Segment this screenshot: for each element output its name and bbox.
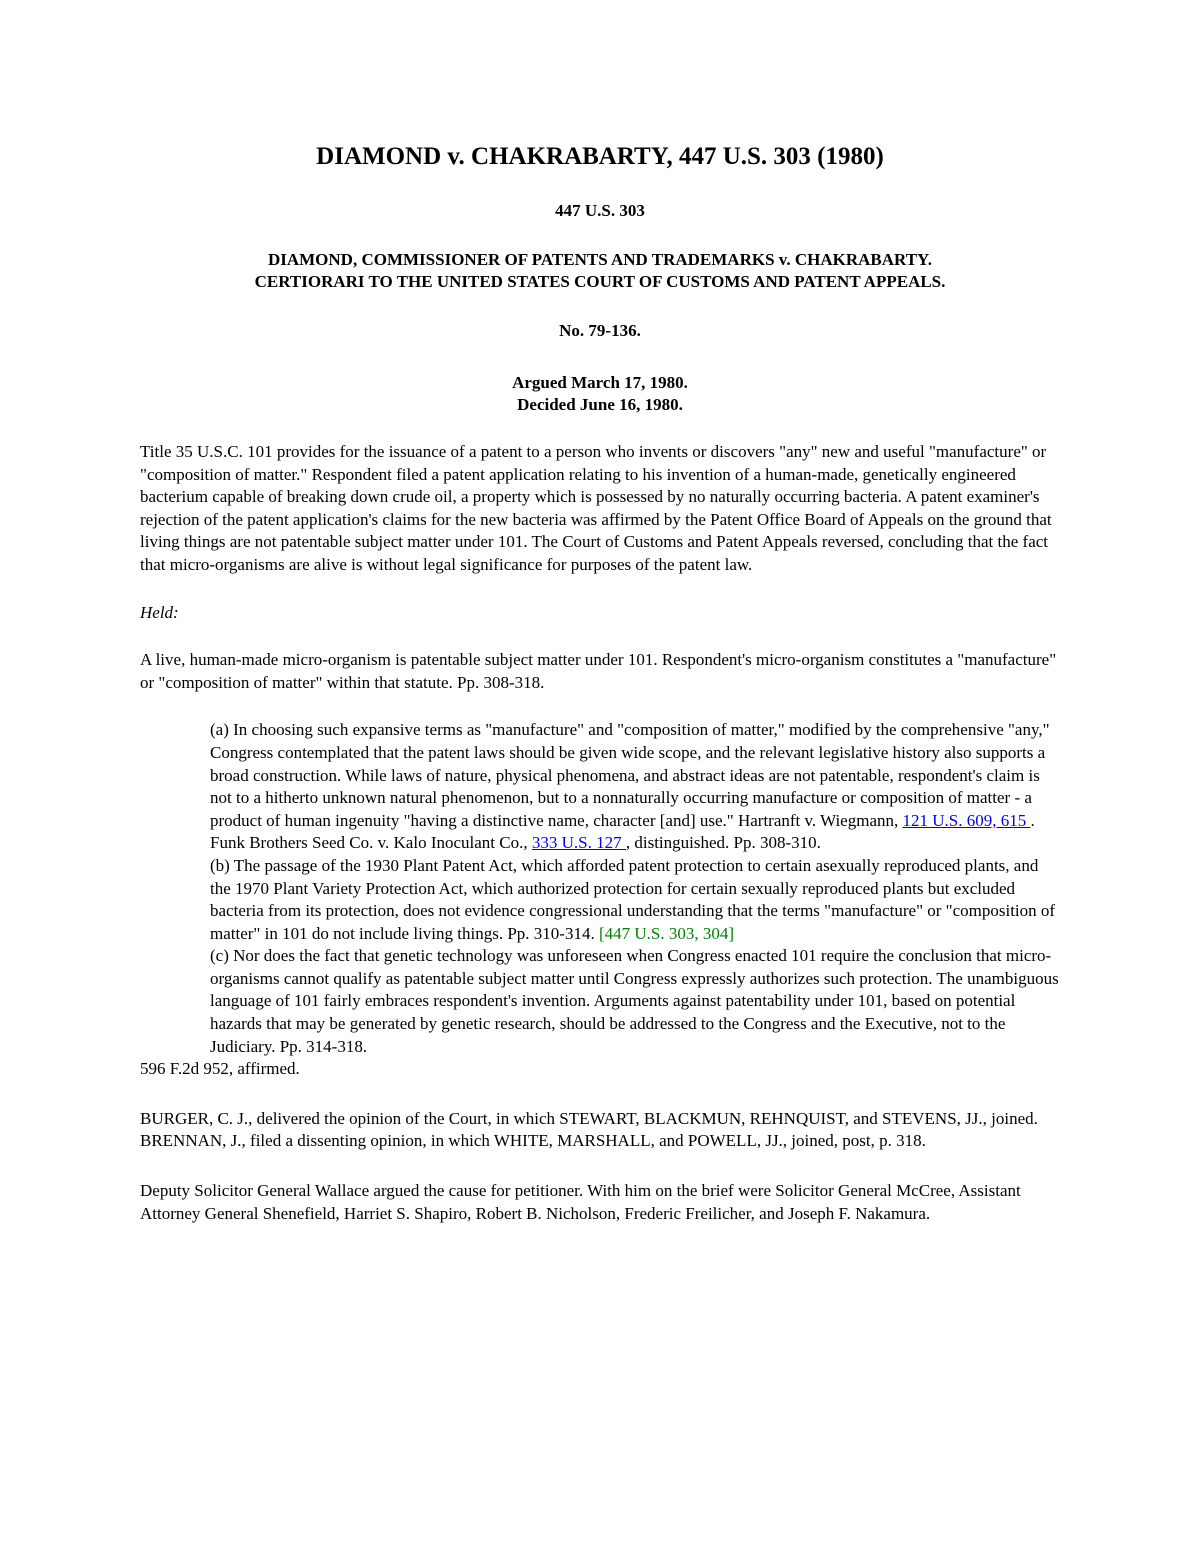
case-summary: Title 35 U.S.C. 101 provides for the issuance of a patent to a person who invents or discovers "any" new and useful "manufacture" or "composition of matter." Respondent filed a patent application relating to his invention of a human-made, genetically engineered bacterium capable of breaking down crude oil, a property which is possessed by no naturally occurring bacteria. A patent examiner's rejection of the patent application's claims for the new bacteria was affirmed by the Patent Office Board of Appeals on the ground that living things are not patentable subject matter under 101. The Court of Customs and Patent Appeals reversed, concluding that the fact that micro-organisms are alive is without legal significance for purposes of the patent law. <box>140 442 1052 574</box>
document-page <box>140 140 1060 1225</box>
holding-paragraph: A live, human-made micro-organism is patentable subject matter under 101. Respondent's micro-organism constitutes a "manufacture" or "composition of matter" within that statute. Pp. 308-318. <box>140 650 1057 692</box>
point-a <box>210 719 1060 855</box>
point-a-mid: . Funk Brothers Seed Co. v. Kalo Inoculant Co., <box>210 810 1035 853</box>
point-b-text: (b) The passage of the 1930 Plant Patent Act, which afforded patent protection to certain asexually reproduced plants, and the 1970 Plant Variety Protection Act, which authorized protection for certain sexually reproduced plants but excluded bacteria from its protection, does not evidence congressional understanding that the terms "manufacture" or "composition of matter" in 101 do not include living things. Pp. 310-314. <box>210 855 1056 943</box>
point-a-end: , distinguished. Pp. 308-310. <box>625 833 821 853</box>
case-citation: 447 U.S. 303 <box>555 201 645 220</box>
certiorari-line: CERTIORARI TO THE UNITED STATES COURT OF CUSTOMS AND PATENT APPEALS. <box>254 272 946 291</box>
parties-line: DIAMOND, COMMISSIONER OF PATENTS AND TRADEMARKS v. CHAKRABARTY. <box>267 250 933 269</box>
case-dates <box>140 372 1060 416</box>
case-parties <box>140 249 1060 293</box>
case-title: DIAMOND v. CHAKRABARTY, 447 U.S. 303 (1980) <box>316 143 884 170</box>
funk-brothers-citation-link[interactable]: 333 U.S. 127 <box>531 833 626 853</box>
point-a-text: (a) In choosing such expansive terms as "manufacture" and "composition of matter," modified by the comprehensive "any," Congress contemplated that the patent laws should be given wide scope, and the relevant legislative history also supports a broad construction. While laws of nature, physical phenomena, and abstract ideas are not patentable, respondent's claim is not to a hitherto unknown natural phenomenon, but to a nonnaturally occurring manufacture or composition of matter - a product of human ingenuity "having a distinctive name, character [and] use." Hartranft v. Wiegmann, <box>210 720 1050 830</box>
holding-points <box>210 719 1060 1058</box>
counsel-paragraph: Deputy Solicitor General Wallace argued the cause for petitioner. With him on the brief were Solicitor General McCree, Assistant Attorney General Shenefield, Harriet S. Shapiro, Robert B. Nicholson, Frederic Freilicher, and Joseph F. Nakamura. <box>140 1181 1021 1223</box>
hartranft-citation-link[interactable]: 121 U.S. 609, 615 <box>902 810 1031 830</box>
point-c: (c) Nor does the fact that genetic technology was unforeseen when Congress enacted 101 require the conclusion that micro-organisms cannot qualify as patentable subject matter until Congress expressly authorizes such protection. The unambiguous language of 101 fairly embraces respondent's invention. Arguments against patentability under 101, based on potential hazards that may be generated by genetic research, should be addressed to the Congress and the Executive, not to the Judiciary. Pp. 314-318. <box>210 946 1059 1056</box>
argued-date: Argued March 17, 1980. <box>512 373 688 392</box>
disposition: 596 F.2d 952, affirmed. <box>140 1059 300 1079</box>
docket-number: No. 79-136. <box>559 321 641 340</box>
point-b <box>210 855 1060 945</box>
decided-date: Decided June 16, 1980. <box>517 395 683 414</box>
page-reference: [447 U.S. 303, 304] <box>598 923 735 943</box>
held-label: Held: <box>140 602 179 622</box>
opinion-authorship: BURGER, C. J., delivered the opinion of the Court, in which STEWART, BLACKMUN, REHNQUIST, and STEVENS, JJ., joined. BRENNAN, J., filed a dissenting opinion, in which WHITE, MARSHALL, and POWELL, JJ., joined, post, p. 318. <box>140 1108 1038 1151</box>
